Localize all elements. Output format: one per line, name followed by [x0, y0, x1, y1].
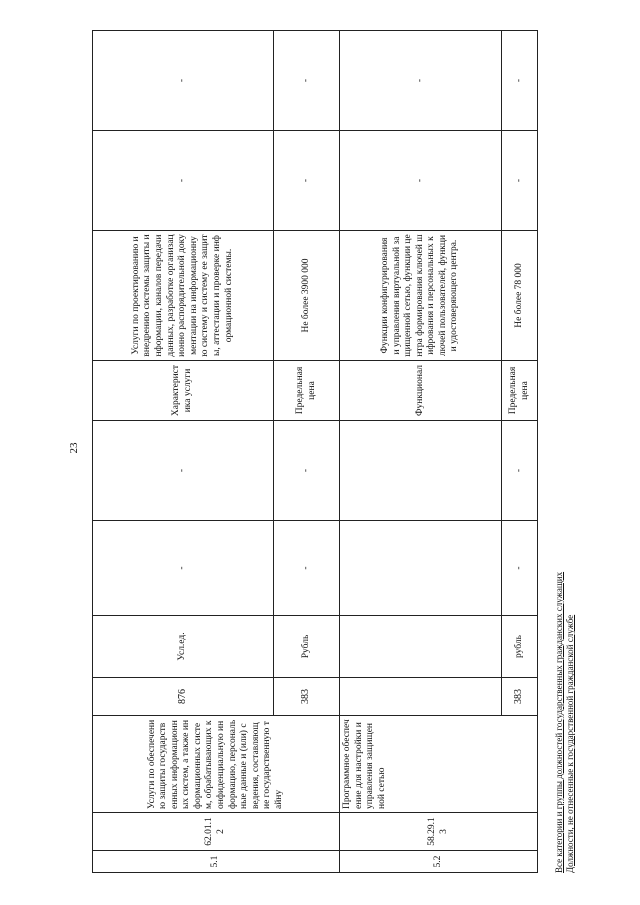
okei-code: 383: [274, 678, 340, 716]
footnotes: [554, 31, 577, 873]
table-cell: -: [274, 521, 340, 616]
table-cell: -: [93, 521, 274, 616]
okpd-code: 58.29.13: [340, 813, 538, 851]
characteristic-value: Не более 78 000: [502, 231, 538, 361]
table-cell: -: [274, 131, 340, 231]
characteristic-value: Не более 3900 000: [274, 231, 340, 361]
table-cell: -: [274, 421, 340, 521]
requirements-table: [92, 30, 538, 873]
characteristic-name: Функционал: [340, 361, 502, 421]
table-row: [93, 31, 274, 873]
row-number: 5.2: [340, 851, 538, 873]
table-cell: [340, 421, 502, 521]
item-name: Программное обеспечение для настройки и управления защищенной сетью: [340, 716, 538, 813]
table-row: [340, 31, 502, 873]
table-cell: [340, 521, 502, 616]
table-cell: -: [274, 31, 340, 131]
table-cell: -: [502, 31, 538, 131]
okei-code: 383: [502, 678, 538, 716]
characteristic-name: Предельная цена: [274, 361, 340, 421]
characteristic-name: Предельная цена: [502, 361, 538, 421]
okei-unit: рубль: [502, 616, 538, 678]
footnote-line: Должности, не отнесенные к государственной гражданской службе: [565, 614, 576, 873]
table-cell: -: [502, 521, 538, 616]
okei-unit: [340, 616, 502, 678]
row-number: 5.1: [93, 851, 340, 873]
table-cell: -: [93, 131, 274, 231]
characteristic-value: Функции конфигурирования и управления виртуальной защищенной сетью, функции центра формирования ключей шифрования и персональных ключей пользователей, функции удостоверяющего центра.: [340, 231, 502, 361]
table-cell: -: [340, 31, 502, 131]
okei-code: 876: [93, 678, 274, 716]
page-number: 23: [68, 442, 80, 454]
characteristic-value: Услуги по проектированию и внедрению системы защиты информации, каналов передачи данных, разработке организационно распорядительной документации на информационную систему и систему ее защиты, аттестации и проверке информационной системы.: [93, 231, 274, 361]
table-cell: -: [93, 31, 274, 131]
table-cell: -: [93, 421, 274, 521]
table-cell: -: [340, 131, 502, 231]
footnote-line: Все категории и группы должностей государственных гражданских служащих: [554, 571, 564, 873]
rotated-page-content: [92, 31, 576, 873]
characteristic-name: Характеристика услуги: [93, 361, 274, 421]
okpd-code: 62.01.12: [93, 813, 340, 851]
item-name: Услуги по обеспечению защиты государственных информационных систем, а также информационных систем, обрабатывающих конфиденциальную информацию, персональные данные и (или) сведения, составляющие государственную тайну: [93, 716, 340, 813]
okei-unit: Рубль: [274, 616, 340, 678]
table-cell: -: [502, 131, 538, 231]
okei-code: [340, 678, 502, 716]
table-cell: -: [502, 421, 538, 521]
okei-unit: Усл.ед.: [93, 616, 274, 678]
